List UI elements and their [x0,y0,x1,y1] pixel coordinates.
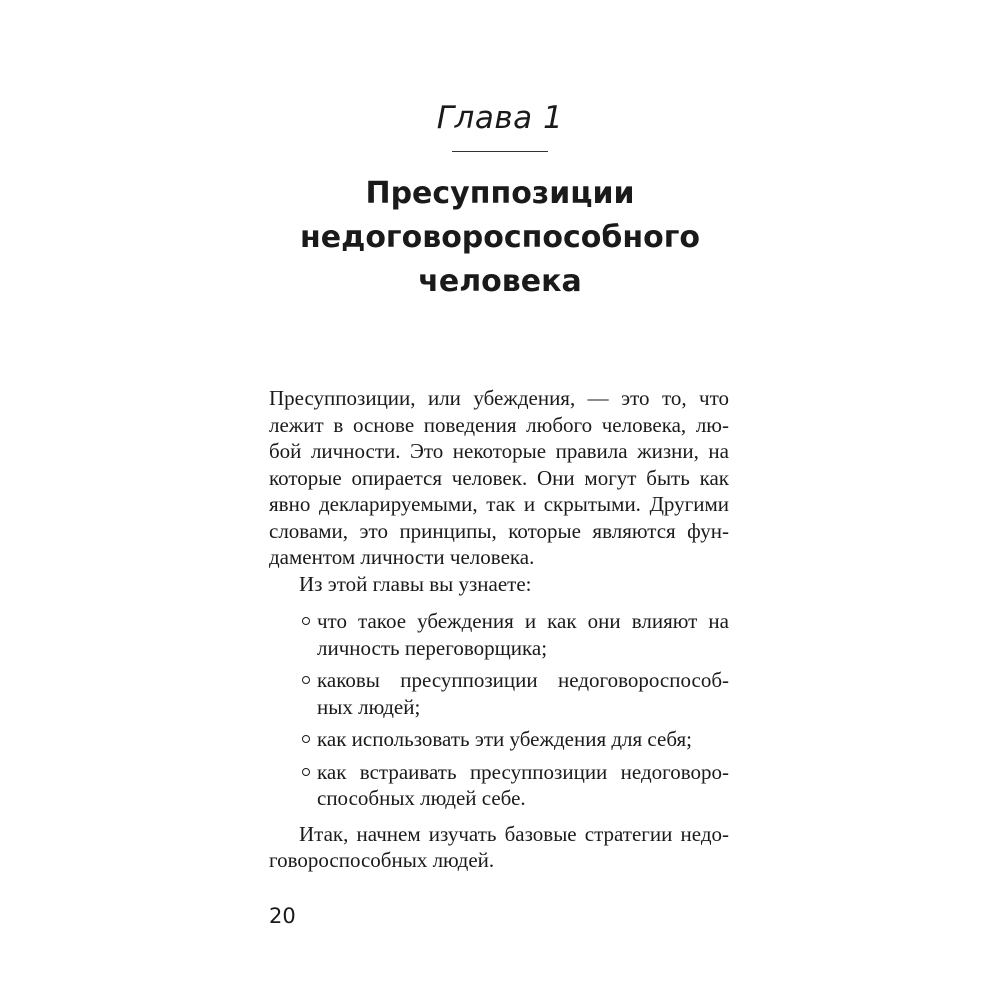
text-line: говороспособных людей. [269,848,495,872]
text-line: Итак, начнем изучать базовые стратегии недо- [299,821,729,846]
bullet-circle-icon [302,676,310,684]
chapter-title-line: Пресуппозиции [365,176,635,211]
text-line: которые опирается человек. Они могут быть как [269,465,729,490]
chapter-divider [452,151,548,152]
bullet-circle-icon [302,617,310,625]
text-line: Из этой главы вы узнаете: [299,571,532,596]
bullet-circle-icon [302,735,310,743]
text-line: Пресуппозиции, или убеждения, — это то, что [269,386,729,410]
topics-list [269,608,729,812]
bullet-circle-icon [302,768,310,776]
text-line: личность переговорщика; [317,635,548,660]
text-line: словами, это принципы, которые являются фун- [269,518,729,543]
text-line: каковы пресуппозиции недоговороспособ- [317,668,729,692]
list-item [269,726,729,753]
chapter-title-line: недоговороспособного [300,220,700,255]
text-line: как встраивать пресуппозиции недоговоро- [317,759,729,784]
list-item [269,667,729,720]
chapter-title-line: человека [418,264,582,299]
text-line: ных людей; [317,694,421,719]
text-line: даментом личности человека. [269,545,535,569]
closing-paragraph [269,821,729,874]
text-line: лежит в основе поведения любого человека, лю- [269,412,729,437]
page-number: 20 [269,904,296,928]
text-line: что такое убеждения и как они влияют на [317,609,729,633]
text-line: бой личности. Это некоторые правила жизни, на [269,439,729,463]
list-item [269,759,729,812]
chapter-body [269,385,729,874]
text-line: явно декларируемыми, так и скрытыми. Другими [269,492,729,516]
list-item [269,608,729,661]
chapter-title [0,172,1000,304]
chapter-label: Глава 1 [436,100,564,136]
text-line: способных людей себе. [317,786,526,810]
lead-in-paragraph [269,571,729,598]
text-line: как использовать эти убеждения для себя; [317,727,692,751]
intro-paragraph [269,385,729,571]
